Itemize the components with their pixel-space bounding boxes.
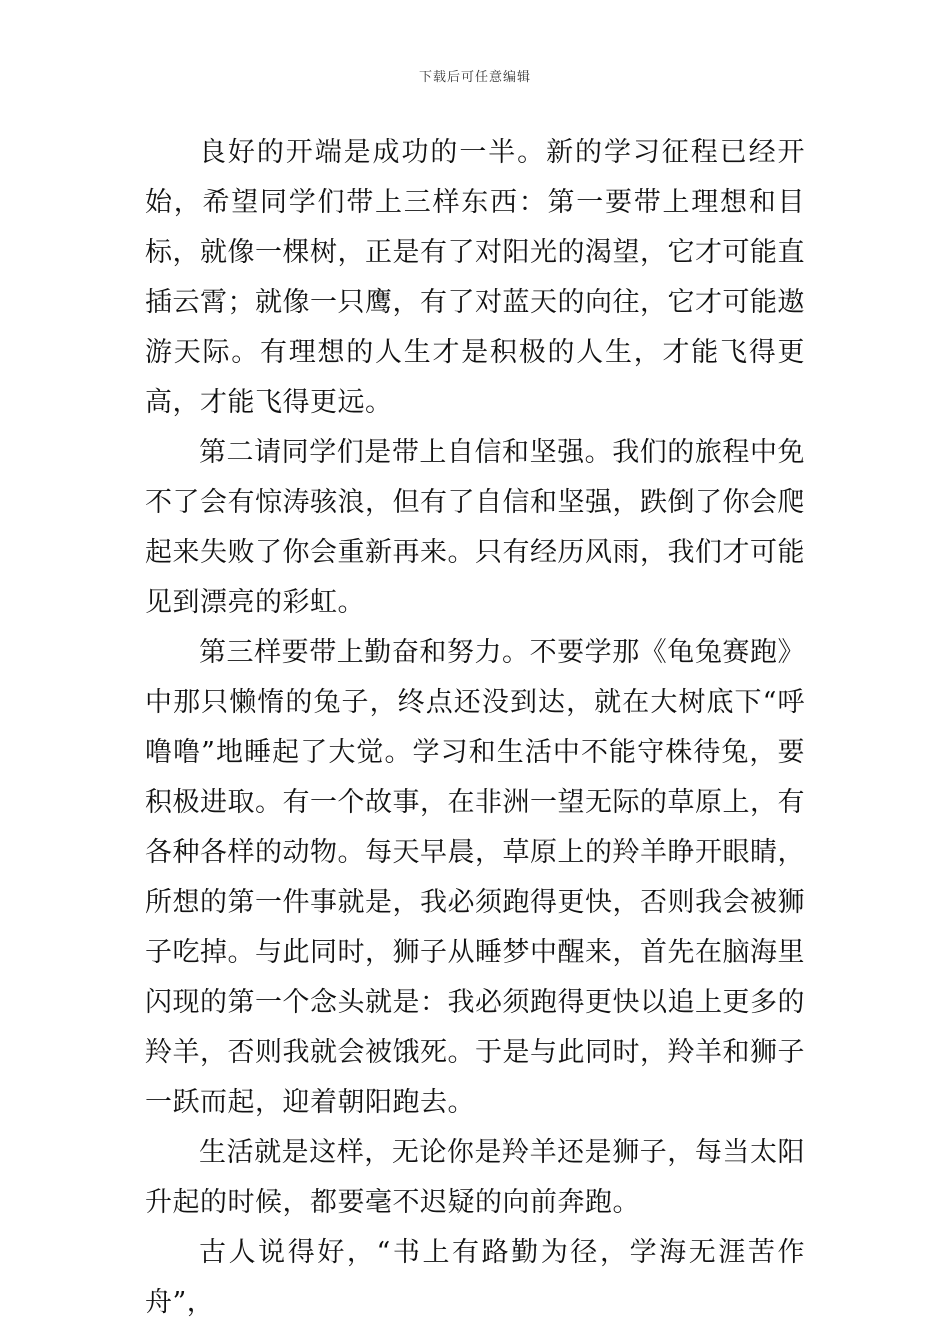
document-body — [145, 128, 805, 1328]
paragraph-5: 古人说得好，“书上有路勤为径，学海无涯苦作舟”， — [145, 1237, 805, 1318]
paragraph-4: 生活就是这样，无论你是羚羊还是狮子，每当太阳升起的时候，都要毫不迟疑的向前奔跑。 — [145, 1137, 805, 1218]
paragraph-2: 第二请同学们是带上自信和坚强。我们的旅程中免不了会有惊涛骇浪，但有了自信和坚强，跌倒了你会爬起来失败了你会重新再来。只有经历风雨，我们才可能见到漂亮的彩虹。 — [145, 437, 805, 618]
paragraph-3: 第三样要带上勤奋和努力。不要学那《龟兔赛跑》中那只懒惰的兔子，终点还没到达，就在大树底下“呼噜噜”地睡起了大觉。学习和生活中不能守株待兔，要积极进取。有一个故事，在非洲一望无际的草原上，有各种各样的动物。每天早晨，草原上的羚羊睁开眼睛，所想的第一件事就是，我必须跑得更快，否则我会被狮子吃掉。与此同时，狮子从睡梦中醒来，首先在脑海里闪现的第一个念头就是：我必须跑得更快以追上更多的羚羊，否则我就会被饿死。于是与此同时，羚羊和狮子一跃而起，迎着朝阳跑去。 — [145, 637, 805, 1118]
paragraph-1: 良好的开端是成功的一半。新的学习征程已经开始，希望同学们带上三样东西：第一要带上理想和目标，就像一棵树，正是有了对阳光的渴望，它才可能直插云霄；就像一只鹰，有了对蓝天的向往，它才可能遨游天际。有理想的人生才是积极的人生，才能飞得更高，才能飞得更远。 — [145, 137, 805, 418]
header-note: 下载后可任意编辑 — [418, 70, 531, 85]
